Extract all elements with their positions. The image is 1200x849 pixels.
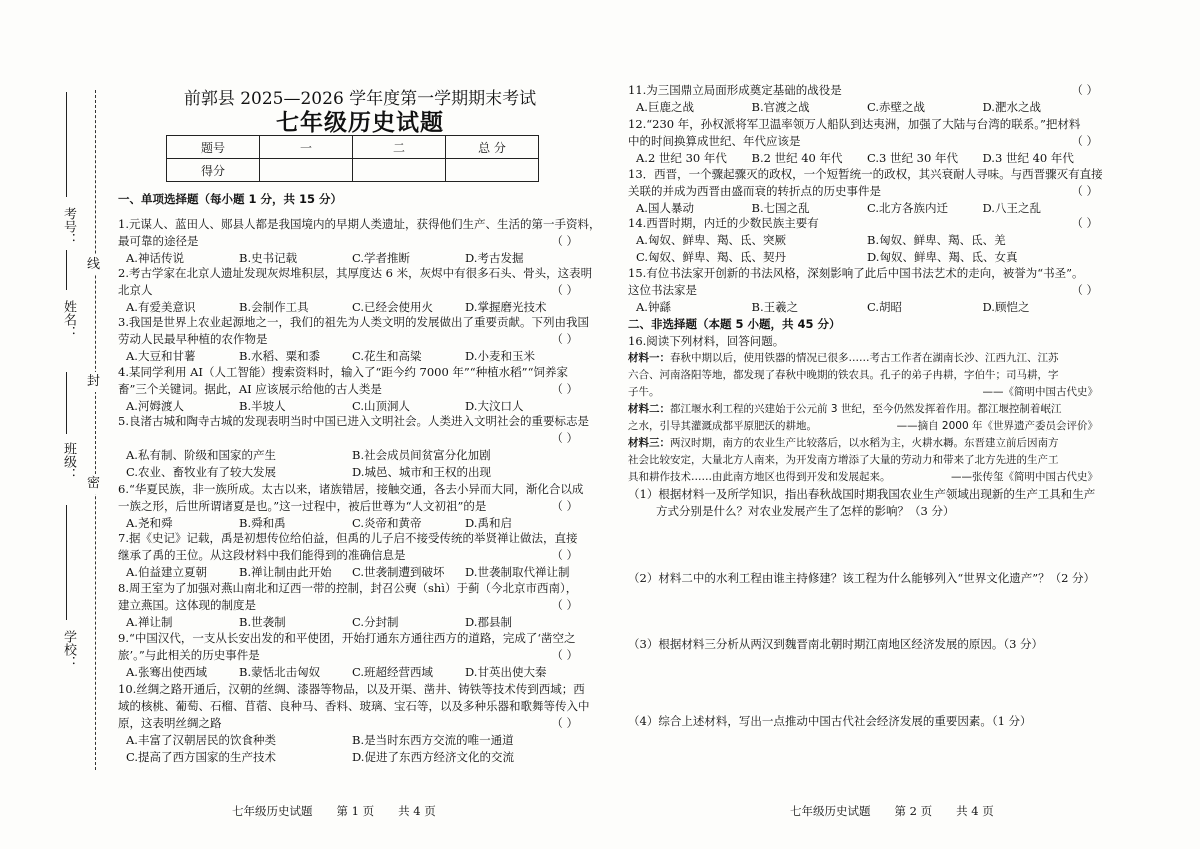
answer-paren[interactable]: （ ） [551, 598, 578, 612]
option-c[interactable]: C.胡昭 [867, 300, 903, 314]
material-label: 材料二： [628, 403, 670, 415]
option-b[interactable]: B.会制作工具 [239, 300, 309, 314]
footer-page: 第 2 页 [894, 804, 933, 818]
options [628, 99, 1098, 116]
answer-paren[interactable]: （ ） [551, 716, 578, 730]
score-table [166, 135, 539, 182]
field-line-school [66, 505, 67, 620]
material-line [628, 384, 1098, 401]
question-text-line [118, 233, 578, 250]
field-line-class [66, 372, 67, 434]
score-cell: 二 [353, 136, 446, 159]
option-c[interactable]: C.赤壁之战 [867, 100, 926, 114]
option-a[interactable]: A.伯益建立夏朝 [126, 565, 207, 579]
question-15 [628, 265, 1098, 316]
answer-paren[interactable]: （ ） [551, 283, 578, 297]
question-text: 北京人 [118, 283, 153, 297]
question-text-line [118, 547, 578, 564]
option-d[interactable]: D.顾恺之 [982, 300, 1030, 314]
option-d[interactable]: D.考古发掘 [465, 251, 524, 265]
material-label: 材料一： [628, 352, 670, 364]
question-text-line [628, 282, 1098, 299]
question-text: 畜”三个关键词。据此，AI 应该展示给他的古人类是 [118, 382, 382, 396]
score-cell: 总 分 [446, 136, 539, 159]
question-text: 15.有位书法家开创新的书法风格，深刻影响了此后中国书法艺术的走向，被誉为“书圣”。 [628, 266, 1084, 280]
option-b[interactable]: B.舜和禹 [239, 516, 286, 530]
option-d[interactable]: D.郡县制 [465, 615, 512, 629]
material-text: 两汉时期，南方的农业生产比较落后，以水稻为主，火耕水耨。东晋建立前后因南方 [670, 437, 1059, 449]
option-a[interactable]: A.尧和舜 [126, 516, 173, 530]
question-text-line [118, 597, 578, 614]
material-text: 子牛。 [628, 386, 660, 398]
seal-char-xian: 线 [87, 255, 100, 275]
question-3 [118, 314, 589, 365]
answer-paren[interactable]: （ ） [551, 234, 578, 248]
material-line [628, 418, 1098, 435]
question-text: 6.“华夏民族，非一族所成。太古以来，诸族错居，接触交通，各去小异而大同，渐化合以成 [118, 482, 584, 496]
score-cell: 题号 [167, 136, 260, 159]
answer-paren[interactable]: （ ） [1071, 283, 1098, 297]
option-a[interactable]: A.有爱美意识 [126, 300, 196, 314]
option-a[interactable]: A.钟繇 [636, 300, 671, 314]
score-blank-cell[interactable] [260, 159, 353, 182]
question-text-line [628, 133, 1098, 150]
question-8 [118, 580, 578, 631]
option-a[interactable]: A.匈奴、鲜卑、羯、氐、突厥 [636, 233, 786, 247]
option-c[interactable]: C.提高了西方国家的生产技术 [126, 750, 277, 764]
options-row [118, 447, 578, 464]
question-text-line [118, 647, 578, 664]
question-13 [628, 166, 1103, 217]
seal-char-feng: 封 [87, 372, 100, 392]
option-b[interactable]: B.是当时东西方交流的唯一通道 [352, 733, 514, 747]
options [628, 299, 1098, 316]
option-d[interactable]: D.世袭制取代禅让制 [465, 565, 570, 579]
material-line [628, 435, 1098, 452]
options [118, 348, 578, 365]
option-a[interactable]: A.禅让制 [126, 615, 173, 629]
question-1 [118, 216, 601, 267]
exam-title: 前郭县 2025—2026 学年度第一学期期末考试 [183, 89, 537, 109]
label-name: 姓名： [61, 300, 76, 339]
answer-paren[interactable]: （ ） [551, 332, 578, 346]
question-text: 4.某同学利用 AI（人工智能）搜索资料时，输入了“距今约 7000 年”“种植水稻”“饲养家 [118, 365, 568, 379]
option-d[interactable]: D.匈奴、鲜卑、羯、氐、女真 [867, 250, 1018, 264]
label-class: 班级： [61, 442, 76, 481]
options [628, 150, 1098, 167]
option-c[interactable]: C.匈奴、鲜卑、羯、氐、契丹 [636, 250, 787, 264]
question-text: 一族之形，后世所谓诸夏是也。”这一过程中，被后世尊为“人文初祖”的是 [118, 499, 487, 513]
question-text: 10.丝绸之路开通后，汉朝的丝绸、漆器等物品，以及开渠、凿井、铸铁等技术传到西域；西 [118, 682, 585, 696]
sub-question-text: （1）根据材料一及所学知识，指出春秋战国时期我国农业生产领域出现新的生产工具和生产 [628, 487, 1096, 501]
option-c[interactable]: C.分封制 [352, 615, 399, 629]
options [118, 564, 578, 581]
material-source: ——张传玺《简明中国古代史》 [951, 471, 1098, 483]
question-text-line [118, 282, 578, 299]
option-a[interactable]: A.2 世纪 30 年代 [636, 151, 727, 165]
material-text: 社会比较安定，大量北方人南来，为开发南方增添了大量的劳动力和带来了北方先进的生产工 [628, 454, 1059, 466]
field-line-exam-number [66, 92, 67, 197]
material-text: 春秋中期以后，使用铁器的情况已很多……考古工作者在湖南长沙、江西九江、江苏 [670, 352, 1059, 364]
option-d[interactable]: D.禹和启 [465, 516, 512, 530]
answer-paren[interactable]: （ ） [551, 431, 578, 445]
question-text-line [628, 183, 1098, 200]
section-2-heading: 二、非选择题（本题 5 小题，共 45 分） [628, 317, 841, 331]
sub-question-text: 方式分别是什么？对农业发展产生了怎样的影响？（3 分） [656, 504, 955, 518]
option-b[interactable]: B.半坡人 [239, 399, 286, 413]
question-text: 2.考古学家在北京人遗址发现灰烬堆积层，其厚度达 6 米，灰烬中有很多石头、骨头，这表明 [118, 266, 593, 280]
question-text: 13．西晋，一个骤起骤灭的政权，一个短暂统一的政权，其兴衰耐人寻味。与西晋骤灭有直接 [628, 167, 1103, 181]
sub-question-3: （3）根据材料三分析从两汉到魏晋南北朝时期江南地区经济发展的原因。（3 分） [628, 637, 1044, 651]
footer-page: 第 1 页 [336, 804, 375, 818]
section-1-heading: 一、单项选择题（每小题 1 分，共 15 分） [118, 192, 343, 206]
answer-paren[interactable]: （ ） [1071, 216, 1098, 230]
option-d[interactable]: D.小麦和玉米 [465, 349, 535, 363]
option-b[interactable]: B.王羲之 [751, 300, 799, 314]
question-text: 建立燕国。这体现的制度是 [118, 598, 256, 612]
material-text: 之水，引导其灌溉成都平原肥沃的耕地。 [628, 420, 817, 432]
option-c[interactable]: C.世袭制遭到破坏 [352, 565, 445, 579]
option-a[interactable]: A.神话传说 [126, 251, 184, 265]
option-a[interactable]: A.河姆渡人 [126, 399, 184, 413]
question-text: 旅’。”与此相关的历史事件是 [118, 648, 260, 662]
option-c[interactable]: C.已经会使用火 [352, 300, 434, 314]
sub-question-2: （2）材料二中的水利工程由谁主持修建？该工程为什么能够列入“世界文化遗产”？（2 分） [628, 571, 1096, 585]
label-school: 学校： [61, 630, 76, 669]
option-b[interactable]: B.水稻、粟和黍 [239, 349, 321, 363]
question-text: 12.“230 年，孙权派将军卫温率领万人船队到达夷洲，加强了大陆与台湾的联系。”把材料 [628, 117, 1081, 131]
answer-paren[interactable]: （ ） [551, 499, 578, 513]
question-text: 3.我国是世界上农业起源地之一，我们的祖先为人类文明的发展做出了重要贡献。下列由我国 [118, 315, 589, 329]
question-7 [118, 530, 578, 581]
question-14 [628, 215, 1098, 266]
score-blank-cell[interactable] [446, 159, 539, 182]
footer-total: 共 4 页 [398, 804, 436, 818]
options [118, 614, 578, 631]
footer-title: 七年级历史试题 [790, 804, 871, 818]
material-line [628, 350, 1098, 367]
score-table-row [167, 136, 539, 159]
material-3 [628, 435, 1098, 486]
option-a[interactable]: A.张骞出使西域 [126, 665, 207, 679]
option-a[interactable]: A.巨鹿之战 [636, 100, 694, 114]
question-text: 5.良渚古城和陶寺古城的发现表明当时中国已进入文明社会。人类进入文明社会的重要标志是 [118, 414, 589, 428]
option-d[interactable]: D.城邑、城市和王权的出现 [352, 465, 491, 479]
seal-char-mi: 密 [87, 474, 100, 494]
option-b[interactable]: B.禅让制由此开始 [239, 565, 332, 579]
question-text-line [118, 715, 578, 732]
sub-question-1 [628, 486, 1098, 520]
question-16-intro: 16.阅读下列材料，回答问题。 [628, 334, 785, 348]
exam-subtitle: 七年级历史试题 [276, 110, 444, 136]
question-text: 劳动人民最早种植的农作物是 [118, 332, 268, 346]
material-1 [628, 350, 1098, 401]
option-b[interactable]: B.史书记载 [239, 251, 298, 265]
score-table-row [167, 159, 539, 182]
options-row [118, 732, 578, 749]
material-text: 六合、河南洛阳等地，都发现了春秋中晚期的铁农具。孔子的弟子冉耕，字伯牛；司马耕，字 [628, 369, 1059, 381]
option-c[interactable]: C.学者推断 [352, 251, 411, 265]
question-text: 关联的并成为西晋由盛而衰的转折点的历史事件是 [628, 184, 881, 198]
option-a[interactable]: A.国人暴动 [636, 201, 694, 215]
field-line-name [66, 250, 67, 290]
binding-margin [0, 0, 115, 849]
question-11 [628, 82, 1098, 116]
page-footer-left [232, 803, 460, 819]
answer-paren[interactable]: （ ） [551, 648, 578, 662]
option-d[interactable]: D.促进了东西方经济文化的交流 [352, 750, 514, 764]
material-text: 都江堰水利工程的兴建始于公元前 3 世纪，至今仍然发挥着作用。都江堰控制着岷江 [670, 403, 1062, 415]
option-c[interactable]: C.北方各族内迁 [867, 201, 949, 215]
question-6 [118, 481, 584, 532]
label-exam-number: 考号： [61, 207, 76, 246]
option-b[interactable]: B.2 世纪 40 年代 [751, 151, 843, 165]
question-text: 最可靠的途径是 [118, 234, 199, 248]
option-b[interactable]: B.蒙恬北击匈奴 [239, 665, 321, 679]
material-line [628, 469, 1098, 486]
question-text-line [628, 82, 1098, 99]
option-c[interactable]: C.农业、畜牧业有了较大发展 [126, 465, 277, 479]
option-b[interactable]: B.世袭制 [239, 615, 286, 629]
question-text-line [628, 215, 1098, 232]
option-d[interactable]: D.淝水之战 [982, 100, 1041, 114]
option-b[interactable]: B.匈奴、鲜卑、羯、氐、羌 [867, 233, 1006, 247]
option-d[interactable]: D.掌握磨光技术 [465, 300, 547, 314]
option-c[interactable]: C.3 世纪 30 年代 [867, 151, 958, 165]
option-c[interactable]: C.炎帝和黄帝 [352, 516, 422, 530]
options-row [118, 464, 578, 481]
option-d[interactable]: D.3 世纪 40 年代 [982, 151, 1074, 165]
material-line [628, 401, 1098, 418]
question-text: 9.“中国汉代，一支从长安出发的和平使团，开始打通东方通往西方的道路，完成了‘凿空之 [118, 631, 576, 645]
option-c[interactable]: C.花生和高粱 [352, 349, 422, 363]
material-source: ——摘自 2000 年《世界遗产委员会评价》 [896, 420, 1098, 432]
options-row [118, 749, 578, 766]
material-label: 材料三： [628, 437, 670, 449]
option-b[interactable]: B.社会成员间贫富分化加剧 [352, 448, 491, 462]
question-text-line [118, 430, 578, 447]
question-2 [118, 265, 593, 316]
options-row [628, 249, 1098, 266]
question-text: 14.西晋时期，内迁的少数民族主要有 [628, 216, 819, 230]
footer-title: 七年级历史试题 [232, 804, 313, 818]
question-text-line [118, 498, 578, 515]
question-text: 8.周王室为了加强对燕山南北和辽西一带的控制，封召公奭（shì）于蓟（今北京市西南）， [118, 581, 578, 595]
question-4 [118, 364, 578, 415]
question-text: 继承了禹的王位。从这段材料中我们能得到的准确信息是 [118, 548, 406, 562]
option-d[interactable]: D.大汶口人 [465, 399, 524, 413]
question-text: 这位书法家是 [628, 283, 697, 297]
option-a[interactable]: A.大豆和甘薯 [126, 349, 196, 363]
material-source: ——《简明中国古代史》 [982, 386, 1098, 398]
question-text: 原，这表明丝绸之路 [118, 716, 222, 730]
question-12 [628, 116, 1098, 167]
score-cell: 得分 [167, 159, 260, 182]
score-cell: 一 [260, 136, 353, 159]
question-text: 域的核桃、葡萄、石榴、苜蓿、良种马、香料、玻璃、宝石等，以及多种乐器和歌舞等传入中 [118, 699, 590, 713]
seal-dashed-line [95, 90, 96, 770]
option-b[interactable]: B.七国之乱 [751, 201, 810, 215]
answer-paren[interactable]: （ ） [551, 382, 578, 396]
question-10 [118, 681, 590, 766]
options [118, 664, 578, 681]
answer-paren[interactable]: （ ） [1071, 134, 1098, 148]
question-text: 中的时间换算成世纪、年代应该是 [628, 134, 801, 148]
material-text: 具和耕作技术……由此南方地区也得到开发和发展起来。 [628, 471, 891, 483]
option-c[interactable]: C.山顶洞人 [352, 399, 411, 413]
option-d[interactable]: D.甘英出使大秦 [465, 665, 547, 679]
option-b[interactable]: B.官渡之战 [751, 100, 810, 114]
answer-paren[interactable]: （ ） [551, 548, 578, 562]
option-a[interactable]: A.丰富了汉朝居民的饮食种类 [126, 733, 276, 747]
option-c[interactable]: C.班超经营西域 [352, 665, 434, 679]
answer-paren[interactable]: （ ） [1071, 184, 1098, 198]
question-text-line [118, 381, 578, 398]
question-5 [118, 413, 589, 481]
page-footer-right [790, 803, 1018, 819]
question-text: 7.据《史记》记载，禹是初想传位给伯益，但禹的儿子启不接受传统的举贤禅让做法，直接 [118, 531, 578, 545]
score-blank-cell[interactable] [353, 159, 446, 182]
sub-question-4: （4）综合上述材料，写出一点推动中国古代社会经济发展的重要因素。（1 分） [628, 714, 1032, 728]
question-text-line [118, 331, 578, 348]
option-d[interactable]: D.八王之乱 [982, 201, 1041, 215]
question-text: 11.为三国鼎立局面形成奠定基础的战役是 [628, 83, 842, 97]
answer-paren[interactable]: （ ） [1071, 83, 1098, 97]
question-9 [118, 630, 578, 681]
question-text: 1.元谋人、蓝田人、郧县人都是我国境内的早期人类遗址，获得他们生产、生活的第一手资料， [118, 217, 601, 231]
material-2 [628, 401, 1098, 435]
option-a[interactable]: A.私有制、阶级和国家的产生 [126, 448, 276, 462]
options-row [628, 232, 1098, 249]
footer-total: 共 4 页 [956, 804, 994, 818]
